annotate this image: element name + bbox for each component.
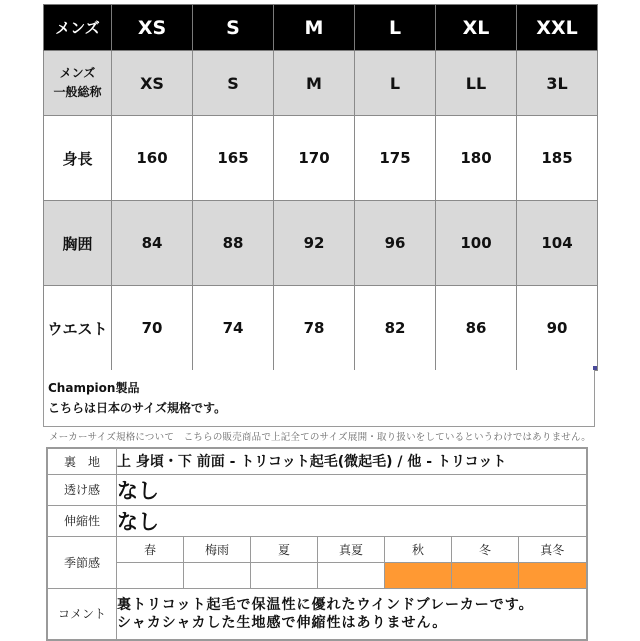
table-cell: L (355, 51, 436, 116)
size-m: M (274, 5, 355, 51)
size-xl: XL (436, 5, 517, 51)
comment-row (47, 588, 587, 640)
season-indicator-rainy (184, 562, 251, 588)
label-line1: メンズ (59, 66, 96, 80)
season-spring: 春 (117, 536, 184, 562)
season-header-row (47, 536, 587, 562)
note-line1: Champion製品 (48, 381, 140, 395)
table-cell: LL (436, 51, 517, 116)
general-name-label (44, 51, 112, 116)
table-cell: 90 (517, 286, 598, 371)
season-rainy: 梅雨 (184, 536, 251, 562)
table-cell: 3L (517, 51, 598, 116)
season-indicator-autumn (385, 562, 452, 588)
table-cell: 165 (193, 116, 274, 201)
table-cell: 82 (355, 286, 436, 371)
row-label: 胸囲 (44, 201, 112, 286)
size-chart-table (43, 4, 598, 371)
sheerness-row (47, 474, 587, 505)
stretch-label: 伸縮性 (47, 505, 117, 536)
size-l: L (355, 5, 436, 51)
table-cell: 86 (436, 286, 517, 371)
season-midwinter: 真冬 (519, 536, 587, 562)
lining-label: 裏 地 (47, 448, 117, 474)
spec-table (46, 447, 588, 641)
note-line2: こちらは日本のサイズ規格です。 (48, 401, 227, 415)
header-label: メンズ (44, 5, 112, 51)
row-label: ウエスト (44, 286, 112, 371)
waist-row (44, 286, 598, 371)
table-cell: 70 (112, 286, 193, 371)
table-cell: 175 (355, 116, 436, 201)
size-disclaimer: メーカーサイズ規格について こちらの販売商品で上記全てのサイズ展開・取り扱いをしているというわけではありません。 (49, 432, 591, 443)
stretch-row (47, 505, 587, 536)
season-summer: 夏 (251, 536, 318, 562)
comment-line1: 裏トリコット起毛で保温性に優れたウインドブレーカーです。 (117, 596, 534, 613)
table-cell: XS (112, 51, 193, 116)
table-cell: 92 (274, 201, 355, 286)
size-xs: XS (112, 5, 193, 51)
season-indicator-summer (251, 562, 318, 588)
season-midsummer: 真夏 (318, 536, 385, 562)
stretch-value: なし (117, 505, 587, 536)
height-row (44, 116, 598, 201)
season-autumn: 秋 (385, 536, 452, 562)
season-indicator-spring (117, 562, 184, 588)
table-cell: 84 (112, 201, 193, 286)
season-indicator-row (47, 562, 587, 588)
chest-row (44, 201, 598, 286)
size-xxl: XXL (517, 5, 598, 51)
lining-value: 上 身頃・下 前面 - トリコット起毛(微起毛) / 他 - トリコット (117, 448, 587, 474)
table-cell: 74 (193, 286, 274, 371)
row-label: 身長 (44, 116, 112, 201)
table-cell: 78 (274, 286, 355, 371)
table-cell: 160 (112, 116, 193, 201)
comment-value (117, 588, 587, 640)
table-cell: 104 (517, 201, 598, 286)
table-cell: M (274, 51, 355, 116)
table-cell: S (193, 51, 274, 116)
table-cell: 88 (193, 201, 274, 286)
season-indicator-midwinter (519, 562, 587, 588)
sheerness-value: なし (117, 474, 587, 505)
season-indicator-winter (452, 562, 519, 588)
table-cell: 96 (355, 201, 436, 286)
size-note-box (43, 370, 595, 427)
label-line2: 一般総称 (53, 85, 102, 99)
season-indicator-midsummer (318, 562, 385, 588)
season-label: 季節感 (47, 536, 117, 588)
size-header-row (44, 5, 598, 51)
table-cell: 185 (517, 116, 598, 201)
table-cell: 100 (436, 201, 517, 286)
sheerness-label: 透け感 (47, 474, 117, 505)
size-s: S (193, 5, 274, 51)
table-cell: 170 (274, 116, 355, 201)
lining-row (47, 448, 587, 474)
comment-label: コメント (47, 588, 117, 640)
table-cell: 180 (436, 116, 517, 201)
season-winter: 冬 (452, 536, 519, 562)
comment-line2: シャカシャカした生地感で伸縮性はありません。 (117, 614, 448, 631)
general-name-row (44, 51, 598, 116)
